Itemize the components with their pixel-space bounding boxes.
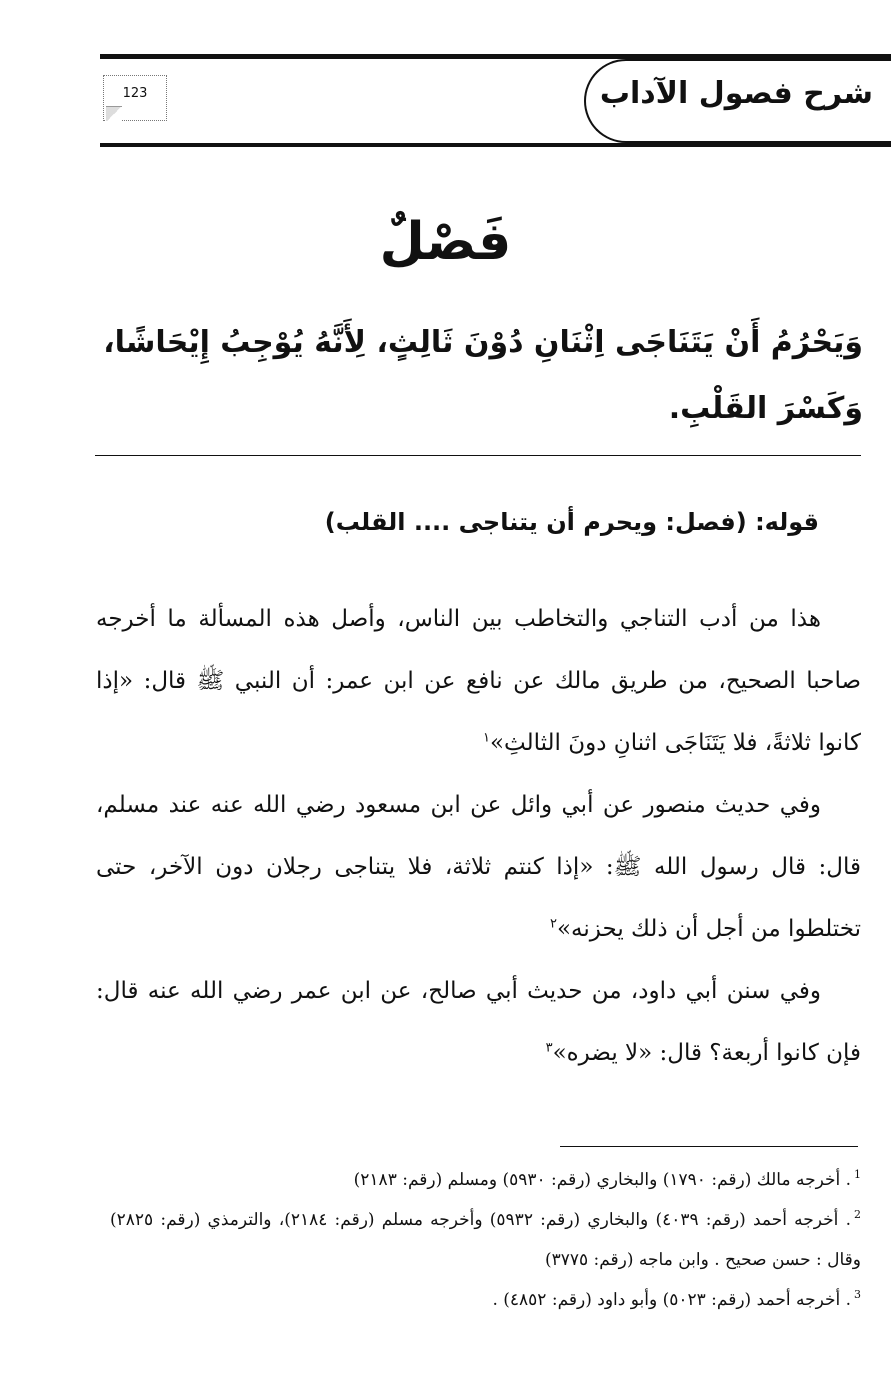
- section-heading: فَصْلٌ: [379, 212, 512, 272]
- footnote-divider: [560, 1146, 858, 1147]
- footnote-text: . أخرجه أحمد (رقم: ٤٠٣٩) والبخاري (رقم: ٥٩٣٢) وأخرجه مسلم (رقم: ٢١٨٤)، والترمذي (رقم: ٢٨٢٥) وقال : حسن صحيح . وابن ماجه (رقم: ٣٧٧٥): [110, 1210, 861, 1270]
- commentary-lemma: قوله: (فصل: ويحرم أن يتناجى .... القلب): [324, 508, 819, 536]
- footnote: [110, 1160, 861, 1200]
- footnote-text: . أخرجه أحمد (رقم: ٥٠٢٣) وأبو داود (رقم: ٤٨٥٢) .: [492, 1290, 851, 1310]
- footnote-number: 2: [854, 1208, 861, 1222]
- page-number: 123: [122, 86, 148, 101]
- header-bottom-rule: [100, 143, 891, 147]
- paragraph-text: هذا من أدب التناجي والتخاطب بين الناس، وأصل هذه المسألة ما أخرجه صاحبا الصحيح، من طريق مالك عن نافع عن ابن عمر: أن النبي ﷺ قال: «إذا كانوا ثلاثةً، فلا يَتَنَاجَى اثنانِ دونَ الثالثِ»: [96, 606, 861, 756]
- footnote-number: 3: [854, 1288, 861, 1302]
- footnote: [110, 1200, 861, 1280]
- footnote-ref: ١: [482, 730, 490, 746]
- footnote: [110, 1280, 861, 1320]
- matn-text: وَيَحْرُمُ أَنْ يَتَنَاجَى اِثْنَانِ دُوْنَ ثَالِثٍ، لِأَنَّهُ يُوْجِبُ إِيْحَاشًا، وَكَسْرَ القَلْبِ.: [103, 325, 863, 426]
- paragraph: [96, 774, 861, 960]
- paragraph-text: وفي حديث منصور عن أبي وائل عن ابن مسعود رضي الله عنه عند مسلم، قال: قال رسول الله ﷺ: «إذا كنتم ثلاثة، فلا يتناجى رجلان دون الآخر، حتى تختلطوا من أجل أن ذلك يحزنه»: [96, 792, 861, 942]
- footnote-ref: ٢: [550, 916, 557, 932]
- running-title: شرح فصول الآداب: [599, 76, 873, 111]
- footnotes: [110, 1160, 861, 1320]
- footnote-text: . أخرجه مالك (رقم: ١٧٩٠) والبخاري (رقم: ٥٩٣٠) ومسلم (رقم: ٢١٨٣): [353, 1170, 851, 1190]
- paragraph-text: وفي سنن أبي داود، من حديث أبي صالح، عن ابن عمر رضي الله عنه قال: فإن كانوا أربعة؟ قال: «لا يضره»: [96, 978, 861, 1066]
- matn-divider: [95, 455, 861, 456]
- paragraph: [96, 960, 861, 1084]
- commentary-body: [96, 588, 861, 1084]
- footnote-ref: ٣: [545, 1040, 553, 1056]
- paragraph: [96, 588, 861, 774]
- footnote-number: 1: [854, 1168, 861, 1182]
- page-curl-icon: [106, 106, 122, 121]
